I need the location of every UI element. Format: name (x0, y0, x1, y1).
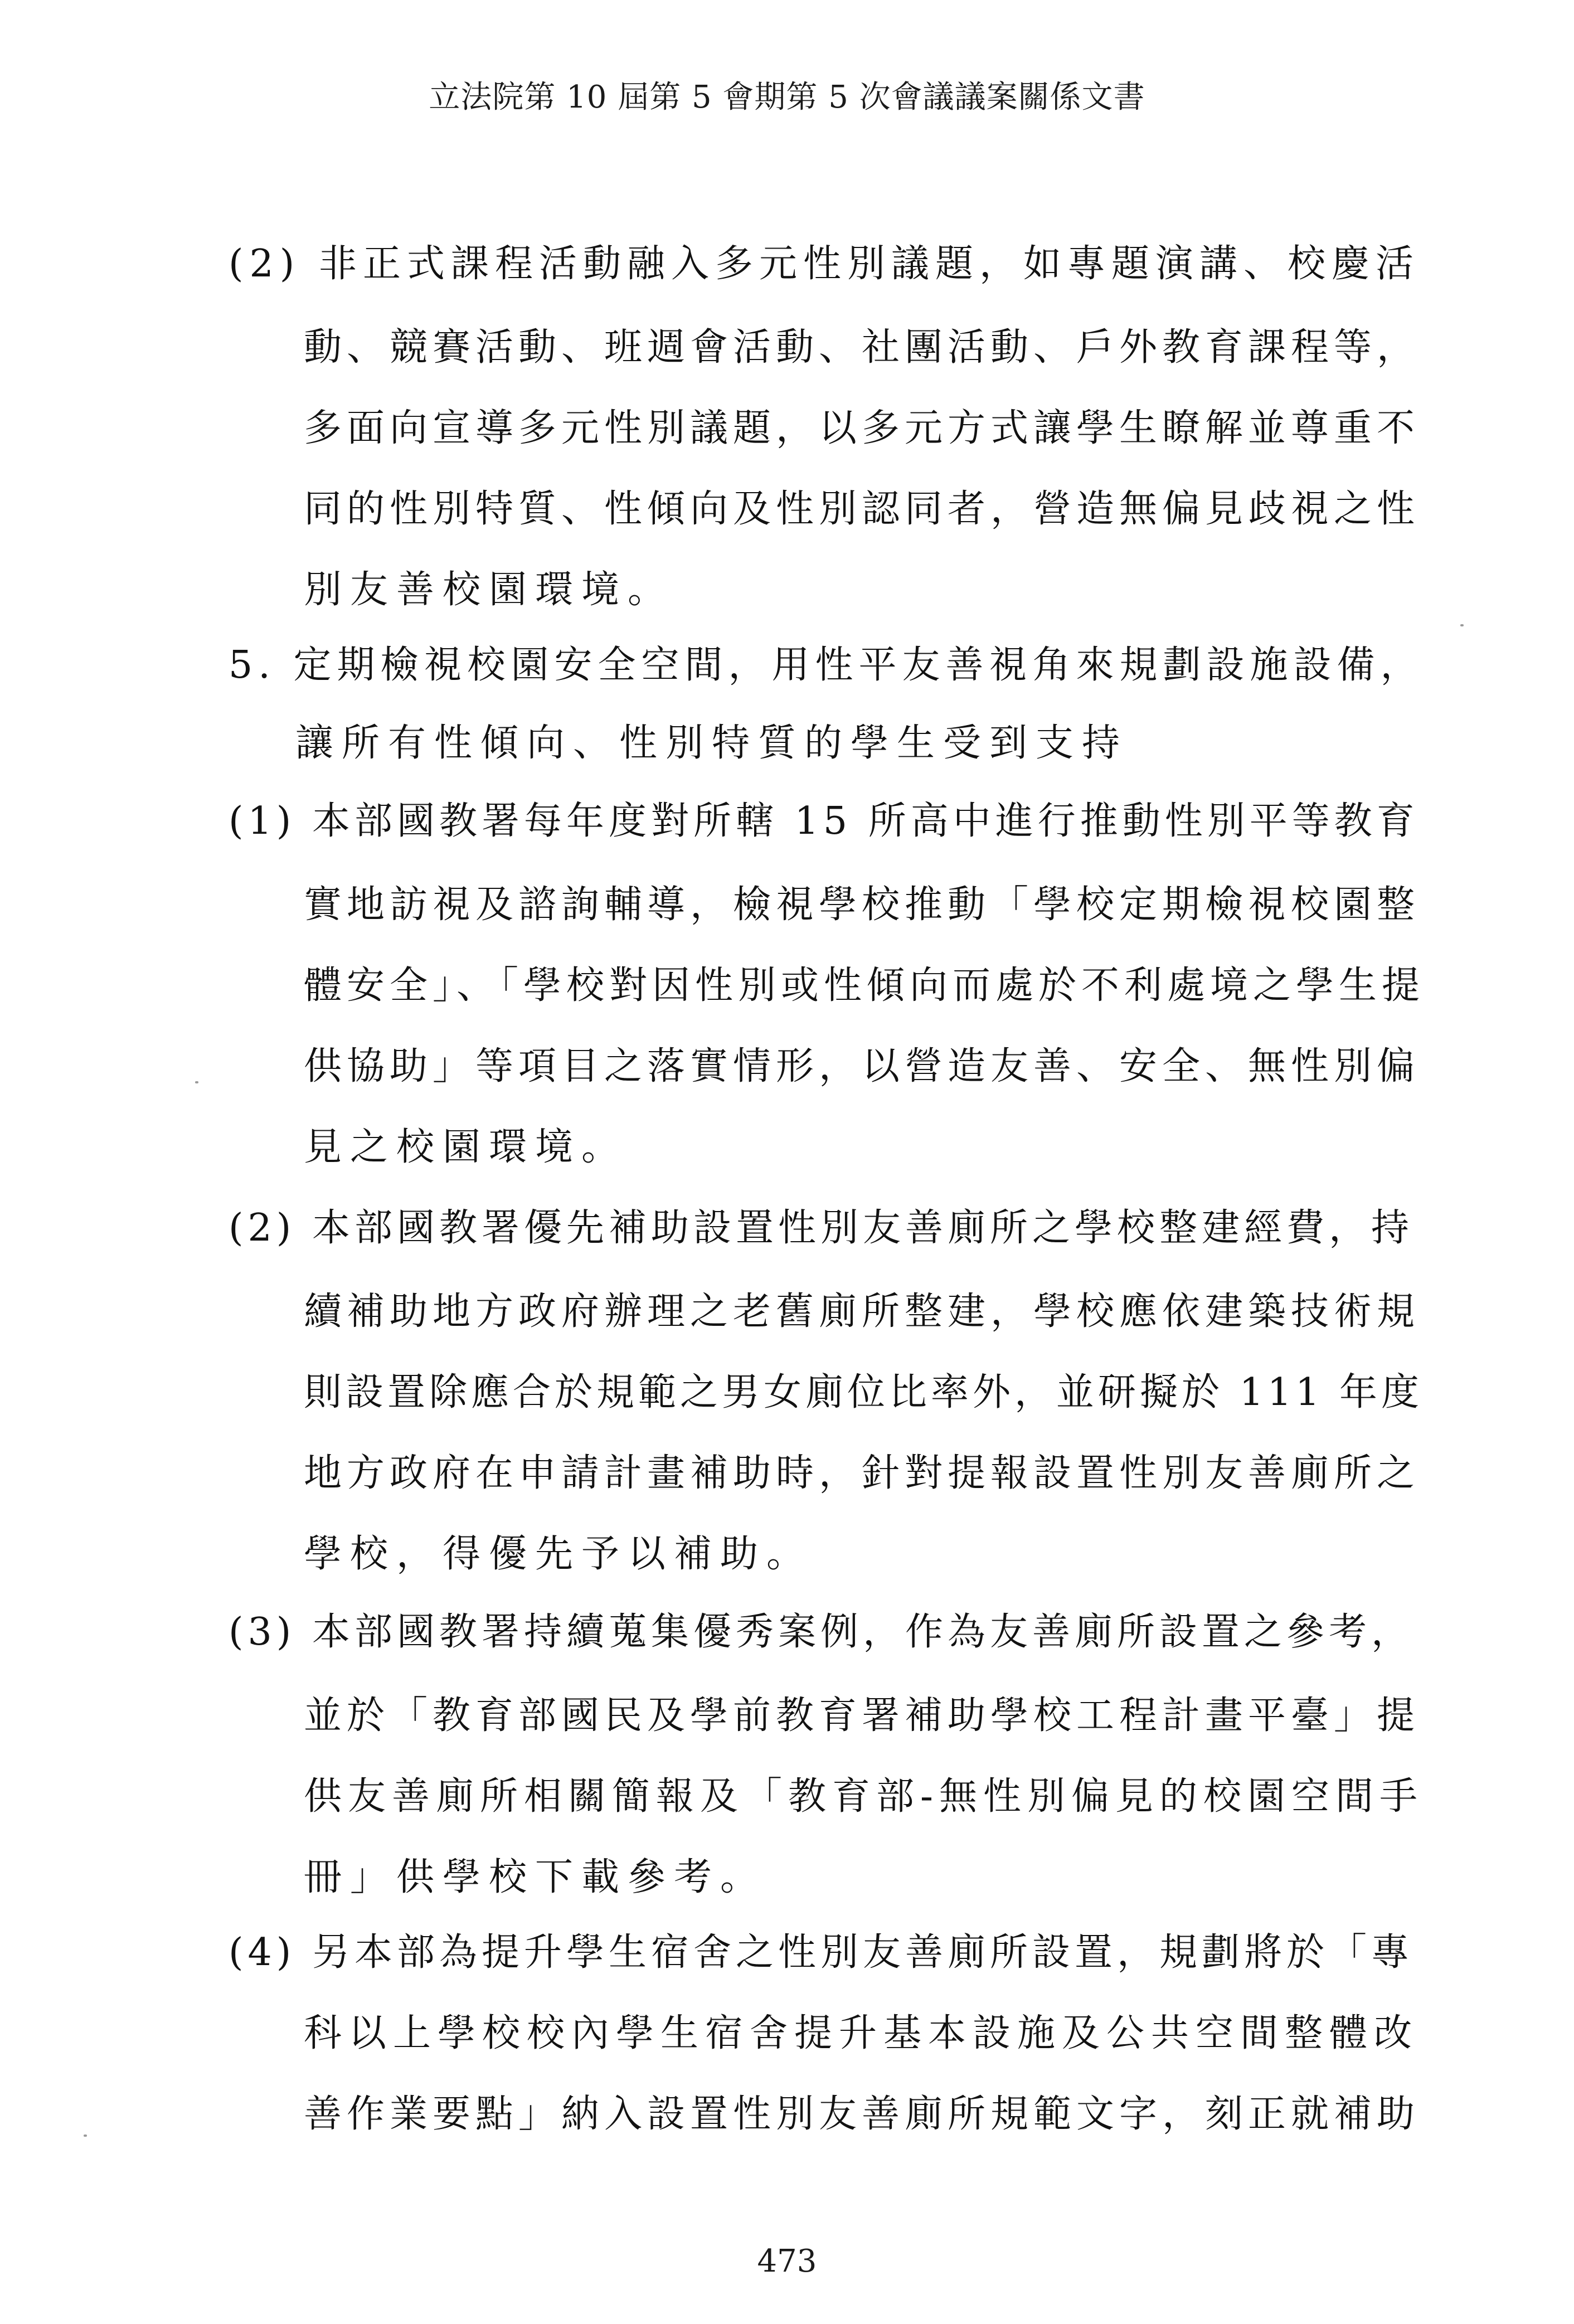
body-line: 則設置除應合於規範之男女廁位比率外，並研擬於 111 年度 (304, 1370, 1424, 1414)
body-line: 續補助地方政府辦理之老舊廁所整建，學校應依建築技術規 (304, 1290, 1420, 1334)
body-line: 供友善廁所相關簡報及「教育部-無性別偏見的校園空間手 (304, 1774, 1424, 1819)
body-line: 善作業要點」納入設置性別友善廁所規範文字，刻正就補助 (304, 2092, 1420, 2136)
body-line: 動、競賽活動、班週會活動、社團活動、戶外教育課程等， (304, 325, 1420, 369)
body-line: 實地訪視及諮詢輔導，檢視學校推動「學校定期檢視校園整 (304, 883, 1420, 927)
body-line: (3) 本部國教署持續蒐集優秀案例，作為友善廁所設置之參考， (229, 1610, 1413, 1654)
body-line: 科以上學校校內學生宿舍提升基本設施及公共空間整體改 (304, 2011, 1419, 2055)
body-line: 體安全」、「學校對因性別或性傾向而處於不利處境之學生提 (304, 964, 1425, 1008)
body-line: (4) 另本部為提升學生宿舍之性別友善廁所設置，規劃將於「專 (229, 1931, 1413, 1975)
body-line: 同的性別特質、性傾向及性別認同者，營造無偏見歧視之性 (304, 487, 1420, 531)
body-line: (2) 本部國教署優先補助設置性別友善廁所之學校整建經費，持 (229, 1206, 1413, 1250)
body-line: 冊」供學校下載參考。 (304, 1855, 767, 1899)
body-line: 供協助」等項目之落實情形，以營造友善、安全、無性別偏 (304, 1044, 1420, 1088)
page-header: 立法院第 10 屆第 5 會期第 5 次會議議案關係文書 (429, 79, 1145, 115)
page-number: 473 (757, 2243, 817, 2279)
body-line: 別友善校園環境。 (304, 568, 674, 612)
body-line: 多面向宣導多元性別議題，以多元方式讓學生瞭解並尊重不 (304, 406, 1420, 450)
body-line: 地方政府在申請計畫補助時，針對提報設置性別友善廁所之 (304, 1451, 1420, 1495)
scan-speck (84, 2135, 87, 2137)
body-line: 5. 定期檢視校園安全空間，用性平友善視角來規劃設施設備， (229, 643, 1424, 687)
body-line: 並於「教育部國民及學前教育署補助學校工程計畫平臺」提 (304, 1694, 1420, 1738)
body-line: 讓所有性傾向、性別特質的學生受到支持 (295, 721, 1129, 765)
body-line: (2) 非正式課程活動融入多元性別議題，如專題演講、校慶活 (229, 242, 1420, 286)
scan-speck (195, 1081, 198, 1083)
body-line: 見之校園環境。 (304, 1125, 628, 1169)
scan-speck (1460, 624, 1464, 626)
body-line: (1) 本部國教署每年度對所轄 15 所高中進行推動性別平等教育 (229, 799, 1419, 843)
body-line: 學校，得優先予以補助。 (304, 1532, 813, 1576)
